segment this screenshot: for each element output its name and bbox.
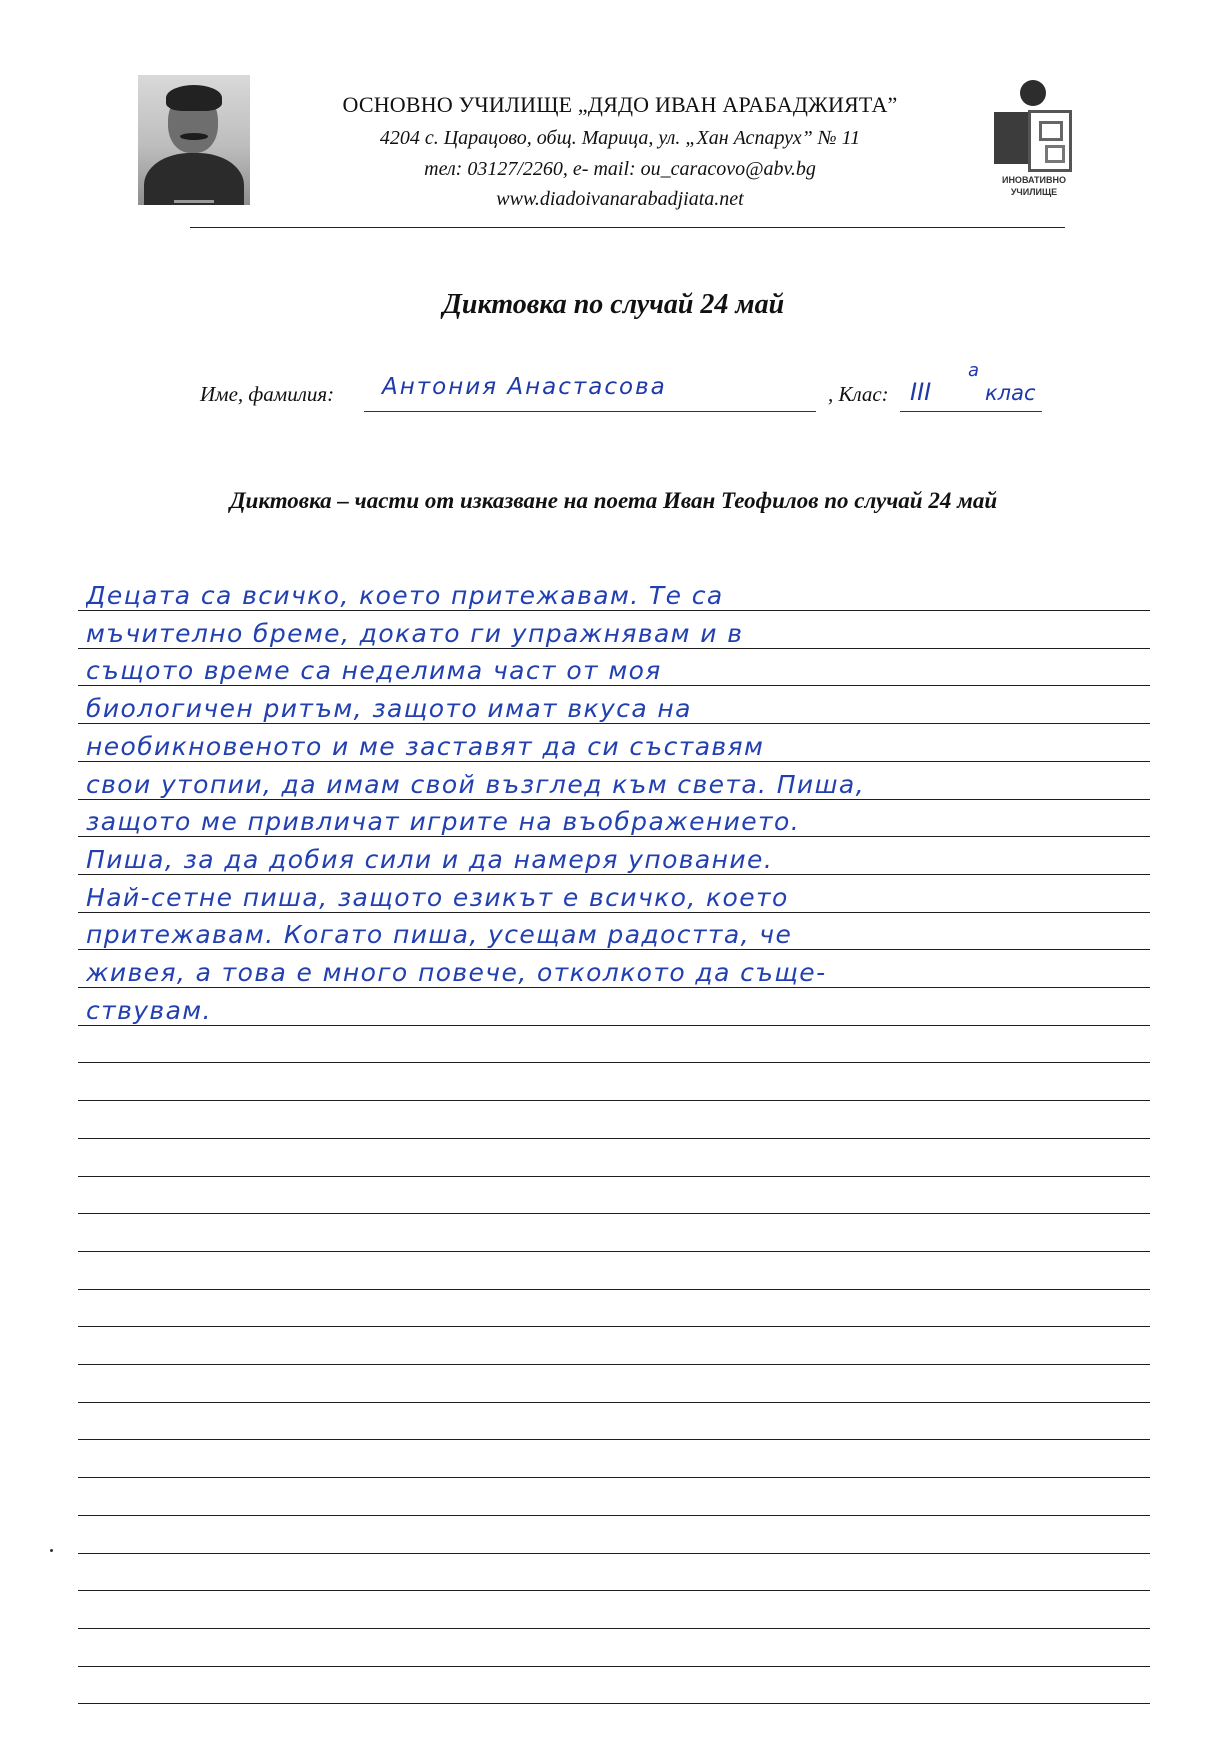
name-underline — [364, 411, 816, 412]
school-contacts: тел: 03127/2260, е- mail: ou_caracovo@abv.bg — [424, 158, 816, 180]
ruled-line — [78, 1251, 1150, 1252]
ruled-line — [78, 1176, 1150, 1177]
school-website: www.diadoivanarabadjiata.net — [496, 188, 744, 210]
ruled-line — [78, 1062, 1150, 1063]
ruled-line — [78, 1402, 1150, 1403]
ruled-line — [78, 1666, 1150, 1667]
logo-caption: ИНОВАТИВНО УЧИЛИЩЕ — [1001, 175, 1067, 197]
school-address: 4204 с. Царацово, общ. Марица, ул. „Хан Аспарух” № 11 — [379, 127, 861, 149]
founder-portrait-image — [138, 75, 250, 205]
dictation-handwritten-line: ствувам. — [86, 995, 212, 1025]
ruled-line — [78, 1138, 1150, 1139]
innovative-school-logo-icon — [988, 80, 1080, 205]
dictation-handwritten-line: Най-сетне пиша, защото езикът е всичко, което — [86, 882, 789, 912]
student-name-handwritten: Антония Анастасова — [382, 374, 667, 400]
ruled-line — [78, 1477, 1150, 1478]
dictation-subtitle: Диктовка – части от изказване на поета Иван Теофилов по случай 24 май — [229, 488, 998, 513]
dictation-handwritten-line: притежавам. Когато пиша, усещам радостта, че — [86, 920, 793, 950]
dictation-handwritten-line: Пиша, за да добия сили и да намеря упование. — [86, 844, 774, 874]
ruled-line — [78, 1326, 1150, 1327]
ruled-line — [78, 1590, 1150, 1591]
class-underline — [900, 411, 1042, 412]
dictation-handwritten-line: мъчително бреме, докато ги упражнявам и в — [86, 618, 744, 648]
ruled-line — [78, 1289, 1150, 1290]
dictation-handwritten-line: свои утопии, да имам свой възглед към света. Пиша, — [86, 769, 865, 799]
ruled-line — [78, 1364, 1150, 1365]
page-title: Диктовка по случай 24 май — [442, 289, 785, 320]
ruled-line — [78, 1213, 1150, 1214]
dictation-handwritten-line: Децата са всичко, което притежавам. Те са — [86, 581, 724, 610]
class-word-handwritten: клас — [985, 381, 1036, 405]
dictation-handwritten-line: живея, а това е много повече, отколкото да съще- — [86, 958, 827, 987]
dictation-handwritten-line: защото ме привличат игрите на въображението. — [86, 807, 801, 837]
class-number-handwritten: III — [910, 378, 932, 406]
school-name: ОСНОВНО УЧИЛИЩЕ „ДЯДО ИВАН АРАБАДЖИЯТА” — [342, 92, 898, 117]
scan-speck — [50, 1549, 53, 1552]
class-letter-handwritten: а — [968, 360, 980, 381]
ruled-line — [78, 1703, 1150, 1704]
header-divider — [190, 227, 1065, 228]
dictation-handwritten-line: същото време са неделима част от моя — [86, 656, 662, 686]
dictation-handwritten-line: необикновеното и ме заставят да си съставям — [86, 731, 765, 761]
ruled-line — [78, 1553, 1150, 1554]
ruled-line — [78, 1515, 1150, 1516]
name-label: Име, фамилия: — [200, 382, 335, 406]
ruled-line — [78, 1100, 1150, 1101]
class-label: , Клас: — [828, 382, 889, 406]
dictation-handwritten-line: биологичен ритъм, защото имат вкуса на — [86, 694, 692, 724]
ruled-line — [78, 1628, 1150, 1629]
ruled-line — [78, 1439, 1150, 1440]
